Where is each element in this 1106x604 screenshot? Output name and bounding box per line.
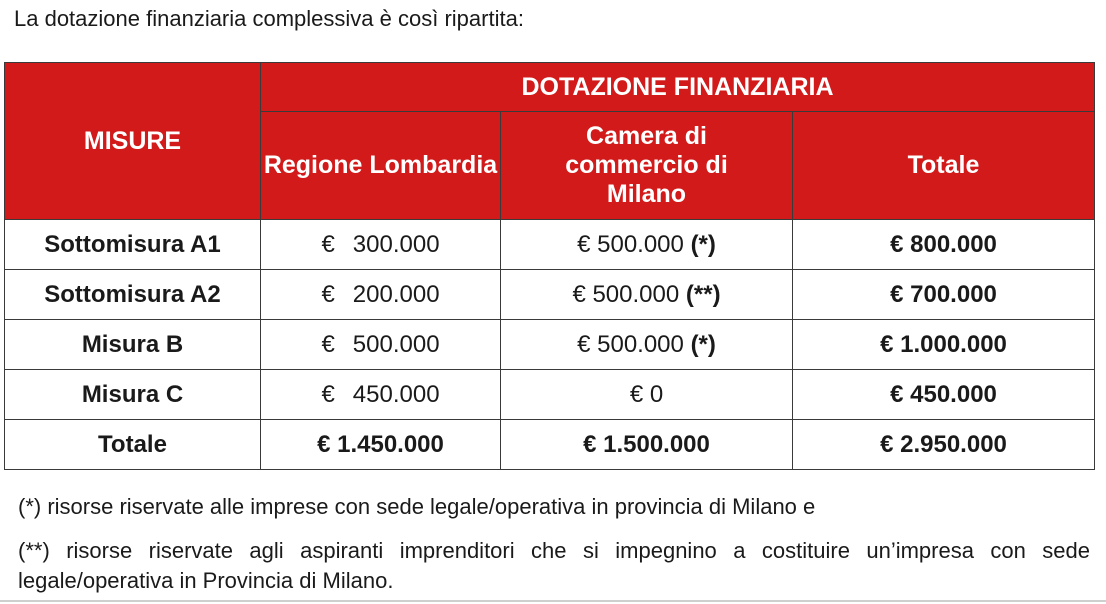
total-camera: € 1.500.000	[501, 420, 793, 470]
regione-cell	[261, 220, 501, 270]
regione-cell	[261, 270, 501, 320]
row-label: Misura B	[5, 320, 261, 370]
table-row	[5, 370, 1095, 420]
table-row	[5, 320, 1095, 370]
header-totale: Totale	[793, 112, 1095, 220]
euro-sign: €	[321, 230, 335, 258]
row-label: Sottomisura A2	[5, 270, 261, 320]
euro-sign: €	[321, 280, 335, 308]
camera-cell	[501, 220, 793, 270]
grand-total: € 2.950.000	[793, 420, 1095, 470]
camera-cell	[501, 270, 793, 320]
total-cell: € 700.000	[793, 270, 1095, 320]
header-camera: Camera di commercio di Milano	[501, 112, 793, 220]
row-label: Misura C	[5, 370, 261, 420]
bottom-divider	[0, 600, 1106, 602]
total-cell: € 1.000.000	[793, 320, 1095, 370]
footnote-double-asterisk: (**) risorse riservate agli aspiranti imprenditori che si impegnino a costituire un’impresa con sede legale/operativa in Provincia di Milano.	[18, 538, 1090, 593]
camera-value: € 0	[629, 380, 664, 408]
regione-cell	[261, 320, 501, 370]
euro-sign: €	[321, 330, 335, 358]
regione-value: 200.000	[352, 280, 440, 308]
total-cell: € 450.000	[793, 370, 1095, 420]
header-regione: Regione Lombardia	[261, 112, 501, 220]
header-measures: MISURE	[5, 63, 261, 220]
total-row-label: Totale	[5, 420, 261, 470]
table-row	[5, 220, 1095, 270]
funding-table	[4, 62, 1095, 470]
footnote-single-asterisk: (*) risorse riservate alle imprese con sede legale/operativa in provincia di Milano e	[18, 494, 816, 519]
total-row	[5, 420, 1095, 470]
row-label: Sottomisura A1	[5, 220, 261, 270]
table-row	[5, 270, 1095, 320]
euro-sign: €	[321, 380, 335, 408]
camera-cell	[501, 320, 793, 370]
header-funding-group: DOTAZIONE FINANZIARIA	[261, 63, 1095, 112]
regione-value: 300.000	[352, 230, 440, 258]
regione-value: 450.000	[352, 380, 440, 408]
total-regione: € 1.450.000	[261, 420, 501, 470]
regione-cell	[261, 370, 501, 420]
intro-text: La dotazione finanziaria complessiva è così ripartita:	[14, 6, 524, 31]
camera-note: (**)	[685, 280, 721, 308]
camera-value: € 500.000	[577, 230, 684, 258]
camera-note: (*)	[690, 330, 716, 358]
total-cell: € 800.000	[793, 220, 1095, 270]
camera-note: (*)	[690, 230, 716, 258]
camera-value: € 500.000	[577, 330, 684, 358]
camera-cell	[501, 370, 793, 420]
regione-value: 500.000	[352, 330, 440, 358]
camera-value: € 500.000	[572, 280, 680, 308]
